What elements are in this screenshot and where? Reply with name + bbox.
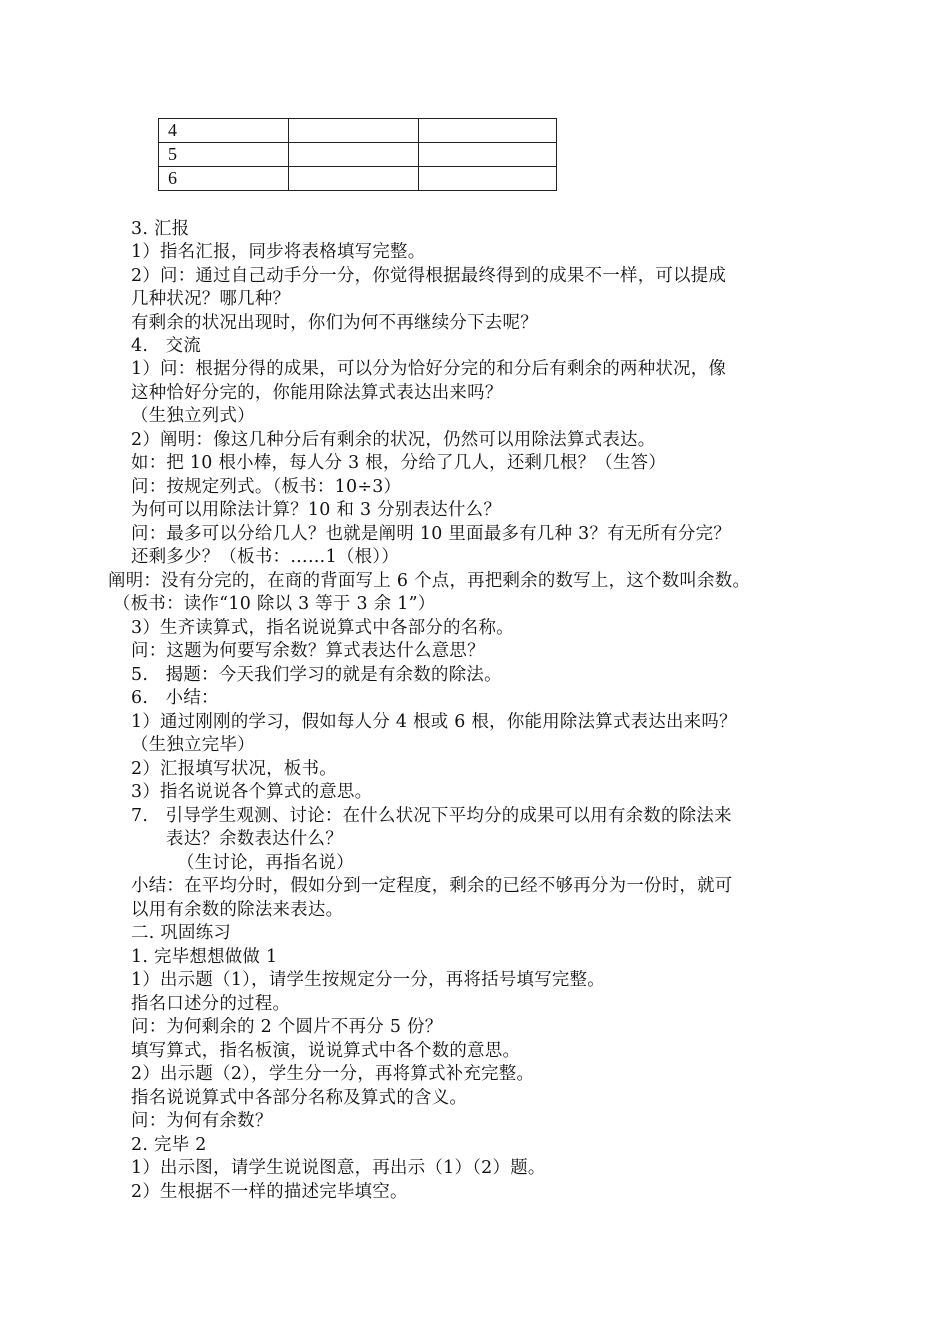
text-line: （生独立完毕） [131,735,255,755]
table-cell [289,143,419,167]
text-line: 还剩多少？（板书：……1（根）） [131,547,400,567]
text-line: 2）阐明：像这几种分后有剩余的状况，仍然可以用除法算式表达。 [131,430,656,450]
text-line: 2）汇报填写状况，板书。 [131,759,337,779]
section-heading: 1. 完毕想想做做 1 [131,947,278,967]
text-line: 3）指名说说各个算式的意思。 [131,782,373,802]
section-heading: 6. 小结： [131,688,219,708]
table-row [159,119,557,143]
table-cell [289,167,419,191]
section-heading: 5. 揭题：今天我们学习的就是有余数的除法。 [131,665,502,685]
text-line: 填写算式，指名板演，说说算式中各个数的意思。 [131,1041,521,1061]
section-heading: 3. 汇报 [131,219,190,239]
text-line: 问：为何有余数？ [131,1111,273,1131]
text-line: （生讨论，再指名说） [177,853,354,873]
text-line: 1）出示图，请学生说说图意，再出示（1）（2）题。 [131,1158,546,1178]
text-line: （板书：读作“10 除以 3 等于 3 余 1”） [113,594,436,614]
text-line: 为何可以用除法计算？10 和 3 分别表达什么？ [131,500,502,520]
text-line: 1）指名汇报，同步将表格填写完整。 [131,242,426,262]
text-line: 2）生根据不一样的描述完毕填空。 [131,1182,408,1202]
text-line: 2）出示题（2），学生分一分，再将算式补充完整。 [131,1064,535,1084]
text-line: 问：为何剩余的 2 个圆片不再分 5 份？ [131,1017,443,1037]
text-line: 2）问：通过自己动手分一分，你觉得根据最终得到的成果不一样，可以提成 [131,266,727,286]
text-line: 以用有余数的除法来表达。 [131,900,344,920]
section-heading: 二. 巩固练习 [131,923,232,943]
text-line: 1）问：根据分得的成果，可以分为恰好分完的和分后有剩余的两种状况，像 [131,359,727,379]
table-cell [419,167,557,191]
section-heading: 2. 完毕 2 [131,1135,207,1155]
table-cell: 6 [159,167,289,191]
section-heading: 4. 交流 [131,336,202,356]
table-row [159,143,557,167]
text-line: 有剩余的状况出现时，你们为何不再继续分下去呢？ [131,313,538,333]
text-line: 指名口述分的过程。 [131,994,291,1014]
text-line: （生独立列式） [131,406,255,426]
table-cell [289,119,419,143]
text-line: 如：把 10 根小棒，每人分 3 根，分给了几人，还剩几根？（生答） [131,453,667,473]
section-heading: 7. 引导学生观测、讨论：在什么状况下平均分的成果可以用有余数的除法来 [131,806,732,826]
text-line: 问：这题为何要写余数？算式表达什么意思？ [131,641,485,661]
text-line: 小结：在平均分时，假如分到一定程度，剩余的已经不够再分为一份时，就可 [131,876,733,896]
text-line: 指名说说算式中各部分名称及算式的含义。 [131,1088,468,1108]
table-cell: 4 [159,119,289,143]
text-line: 这种恰好分完的，你能用除法算式表达出来吗？ [131,383,503,403]
results-table [158,118,557,191]
text-line: 问：最多可以分给几人？也就是阐明 10 里面最多有几种 3？有无所有分完？ [131,524,731,544]
table-row [159,167,557,191]
text-line: 表达？余数表达什么？ [166,829,343,849]
table-cell: 5 [159,143,289,167]
text-line: 阐明：没有分完的，在商的背面写上 6 个点，再把剩余的数写上，这个数叫余数。 [108,571,751,591]
text-line: 几种状况？哪几种？ [131,289,291,309]
text-line: 3）生齐读算式，指名说说算式中各部分的名称。 [131,618,514,638]
text-line: 问：按规定列式。（板书：10÷3） [131,477,402,497]
table-cell [419,143,557,167]
table-cell [419,119,557,143]
text-line: 1）通过刚刚的学习，假如每人分 4 根或 6 根，你能用除法算式表达出来吗？ [131,712,737,732]
text-line: 1）出示题（1），请学生按规定分一分，再将括号填写完整。 [131,970,605,990]
